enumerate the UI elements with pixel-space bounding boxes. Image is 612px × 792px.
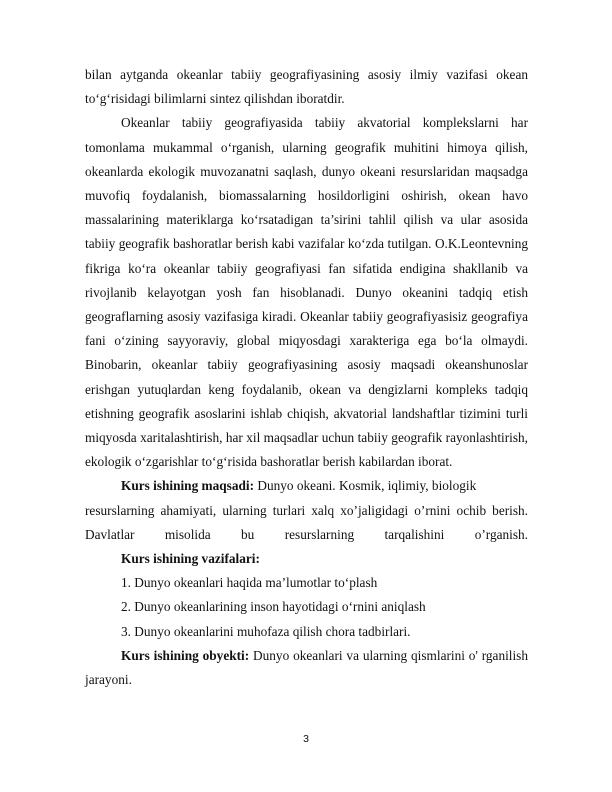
goal-line <box>85 474 528 498</box>
goal-label: Kurs ishining maqsadi: <box>121 478 255 494</box>
task-item-2: 2. Dunyo okeanlarining inson hayotidagi o‘rnini aniqlash <box>121 599 426 615</box>
object-label: Kurs ishining obyekti: <box>121 647 250 663</box>
paragraph-main: Okeanlar tabiiy geografiyasida tabiiy akvatorial komplekslarni har tomonlama mukammal o‘rganish, ularning geografik muhitini himoya qilish, okeanlarda ekologik muvozanatni saqlash, dunyo okeani resurslaridan maqsadga muvofiq foydalanish, biomassalarning hosildorligini oshirish, okean havo massalarining materiklarga ko‘rsatadigan ta’sirini tahlil qilish va ular asosida tabiiy geografik bashoratlar berish kabi vazifalar ko‘zda tutilgan. O.K.Leontevning fikriga ko‘ra okeanlar tabiiy geografiyasi fan sifatida endigina shakllanib va rivojlanib kelayotgan yosh fan hisoblanadi. Dunyo okeanini tadqiq etish geograflarning asosiy vazifasiga kiradi. Okeanlar tabiiy geografiyasisiz geografiya fani o‘zining sayyoraviy, global miqyosdagi xarakteriga ega bo‘la olmaydi. Binobarin, okeanlar tabiiy geografiyasining asosiy maqsadi okeanshunoslar erishgan yutuqlardan keng foydalanib, okean va dengizlarni kompleks tadqiq etishning geografik asoslarini ishlab chiqish, akvatorial landshaftlar tizimini turli miqyosda xaritalashtirish, har xil maqsadlar uchun tabiiy geografik rayonlashtirish, ekologik o‘zgarishlar to‘g‘risida bashoratlar berish kabilardan iborat. <box>85 115 528 470</box>
task-item-1: 1. Dunyo okeanlari haqida ma’lumotlar to‘plash <box>121 575 378 591</box>
goal-text-rest: resurslarning ahamiyati, ularning turlari xalq xo’jaligidagi o’rnini ochib berish. Davlatlar misolida bu resurslarning tarqalishini o’rganish. <box>85 502 528 542</box>
page-number: 3 <box>303 733 309 745</box>
goal-text-start: Dunyo okeani. Kosmik, iqlimiy, biologik <box>257 478 477 494</box>
document-page <box>85 63 528 692</box>
tasks-label: Kurs ishining vazifalari: <box>121 551 260 567</box>
task-item-3: 3. Dunyo okeanlarini muhofaza qilish chora tadbirlari. <box>121 623 411 639</box>
object-text: Dunyo okeanlari va ularning qismlarini o' rganilish jarayoni. <box>85 647 528 688</box>
paragraph-intro: bilan aytganda okeanlar tabiiy geografiyasining asosiy ilmiy vazifasi okean to‘g‘risidagi bilimlarni sintez qilishdan iboratdir. <box>85 67 528 107</box>
object-paragraph <box>85 644 528 692</box>
